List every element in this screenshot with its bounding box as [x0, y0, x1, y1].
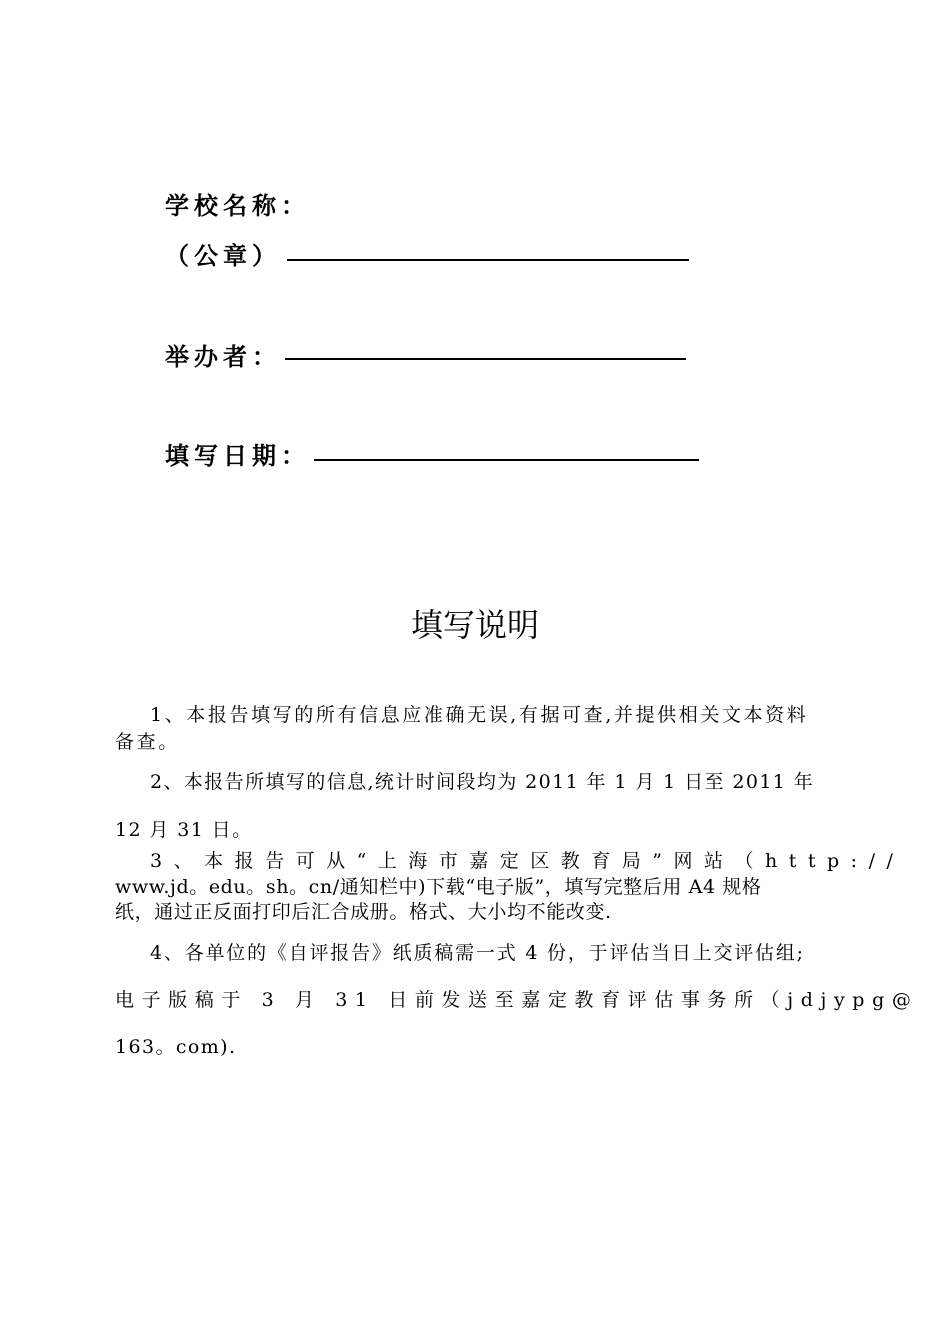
instruction-item-4-line-3: 163。com).: [115, 1036, 237, 1058]
organizer-underline: [285, 358, 686, 360]
instruction-item-1-line-1: 1、本报告填写的所有信息应准确无误,有据可查,并提供相关文本资料: [150, 704, 809, 726]
fill-date-underline: [314, 459, 699, 461]
instruction-item-4-line-2: 电子版稿于 3 月 31 日前发送至嘉定教育评估事务所（jdjypg@: [115, 989, 919, 1011]
instruction-item-4-line-1: 4、各单位的《自评报告》纸质稿需一式 4 份，于评估当日上交评估组;: [150, 942, 805, 964]
instruction-item-1-line-2: 备查。: [115, 731, 180, 753]
seal-label: （公章）: [165, 242, 281, 270]
fill-date-label: 填写日期：: [165, 442, 310, 470]
organizer-label: 举办者：: [165, 343, 281, 371]
instruction-item-2-line-2: 12 月 31 日。: [115, 819, 253, 841]
instruction-item-2-line-1: 2、本报告所填写的信息,统计时间段均为 2011 年 1 月 1 日至 2011 年: [150, 771, 815, 793]
instruction-item-3-line-3: 纸，通过正反面打印后汇合成册。格式、大小均不能改变.: [115, 901, 612, 923]
instructions-title: 填写说明: [410, 606, 539, 644]
instruction-item-3-line-1: 3、本报告可从“上海市嘉定区教育局”网站（http://: [150, 850, 905, 872]
instruction-item-3-line-2: www.jd。edu。sh。cn/通知栏中)下载“电子版”，填写完整后用 A4 规格: [115, 876, 762, 898]
school-name-underline: [287, 259, 689, 261]
school-name-label: 学校名称：: [165, 192, 310, 220]
